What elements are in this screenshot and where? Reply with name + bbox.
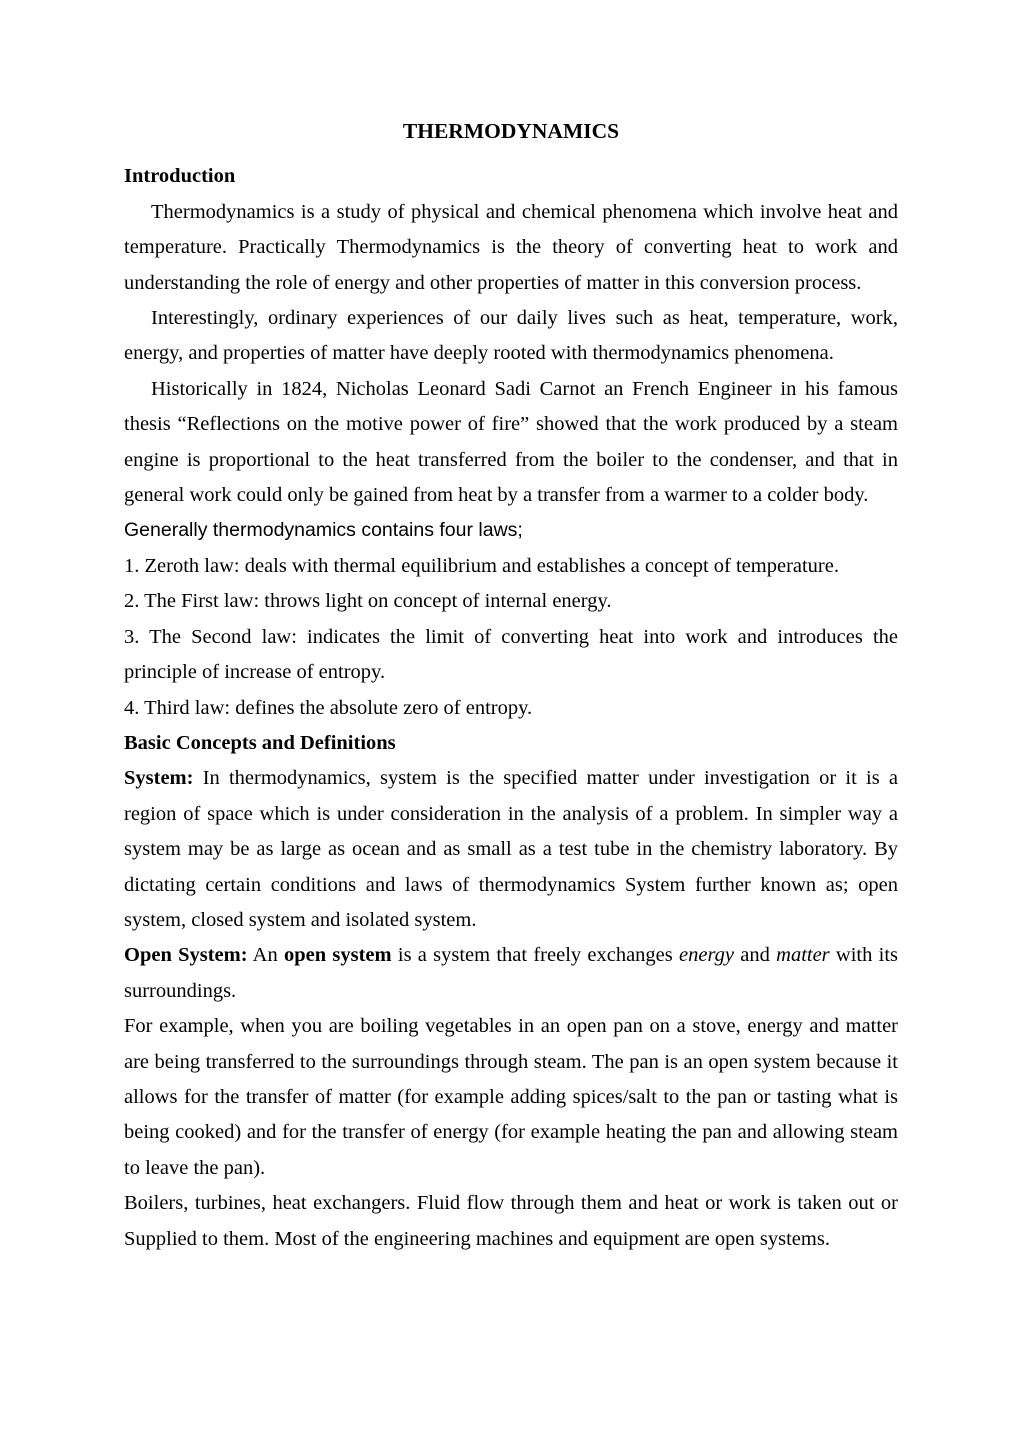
text-run: with its surroundings. <box>124 944 898 1002</box>
intro-paragraph-2 <box>124 301 898 372</box>
text-run: Interestingly, ordinary experiences of our daily lives such as heat, temperature, work, energy, and properties of matter have deeply rooted with thermodynamics phenomena. <box>124 307 898 365</box>
four-laws-intro <box>124 513 898 548</box>
law-item-first <box>124 584 898 619</box>
law-item-zeroth <box>124 549 898 584</box>
system-definition-paragraph <box>124 761 898 938</box>
text-run: 3. The Second law: indicates the limit of converting heat into work and introduces the principle of increase of entropy. <box>124 625 898 684</box>
text-run: Generally thermodynamics contains four laws; <box>124 519 523 542</box>
text-run: An <box>247 944 284 967</box>
text-run: Boilers, turbines, heat exchangers. Fluid flow through them and heat or work is taken out or Supplied to them. Most of the engineering machines and equipment are open systems. <box>124 1192 898 1250</box>
text-run: For example, when you are boiling vegetables in an open pan on a stove, energy and matter are being transferred to the surroundings through steam. The pan is an open system because it allows for the transfer of matter (for example adding spices/salt to the pan or tasting what is being cooked) and for the transfer of energy (for example heating the pan and allowing steam to leave the pan). <box>124 1015 898 1179</box>
intro-paragraph-3 <box>124 372 898 514</box>
text-run: Thermodynamics is a study of physical and chemical phenomena which involve heat and temperature. Practically Thermodynamics is the theory of converting heat to work and understanding the role of energy and other properties of matter in this conversion process. <box>124 200 898 294</box>
text-run: 2. The First law: throws light on concept of internal energy. <box>124 590 612 613</box>
document-body <box>124 159 898 1257</box>
bold-text-run: Open System: <box>124 944 248 967</box>
text-run: In thermodynamics, system is the specified matter under investigation or it is a region of space which is under consideration in the analysis of a problem. In simpler way a system may be as large as ocean and as small as a test tube in the chemistry laboratory. By dictating certain conditions and laws of thermodynamics System further known as; open system, closed system and isolated system. <box>124 767 898 931</box>
law-item-third <box>124 691 898 726</box>
text-run: and <box>734 944 777 967</box>
document-title: THERMODYNAMICS <box>402 119 620 143</box>
open-system-example-paragraph <box>124 1009 898 1186</box>
law-item-second <box>124 620 898 691</box>
introduction-heading <box>124 159 898 194</box>
open-system-machines-paragraph <box>124 1186 898 1257</box>
italic-text-run: matter <box>776 944 830 967</box>
text-run: Historically in 1824, Nicholas Leonard Sadi Carnot an French Engineer in his famous thesis “Reflections on the motive power of fire” showed that the work produced by a steam engine is proportional to the heat transferred from the boiler to the condenser, and that in general work could only be gained from heat by a transfer from a warmer to a colder body. <box>124 377 898 507</box>
text-run: 1. Zeroth law: deals with thermal equilibrium and establishes a concept of temperature. <box>124 554 839 577</box>
text-run: 4. Third law: defines the absolute zero of entropy. <box>124 696 533 719</box>
open-system-definition-paragraph <box>124 938 898 1009</box>
text-run: is a system that freely exchanges <box>391 944 680 967</box>
bold-text-run: Basic Concepts and Definitions <box>124 731 396 754</box>
bold-text-run: System: <box>124 767 194 790</box>
italic-text-run: energy <box>679 944 735 967</box>
basic-concepts-heading <box>124 726 898 761</box>
bold-text-run: Introduction <box>124 165 236 188</box>
intro-paragraph-1 <box>124 195 898 301</box>
bold-text-run: open system <box>284 944 392 967</box>
